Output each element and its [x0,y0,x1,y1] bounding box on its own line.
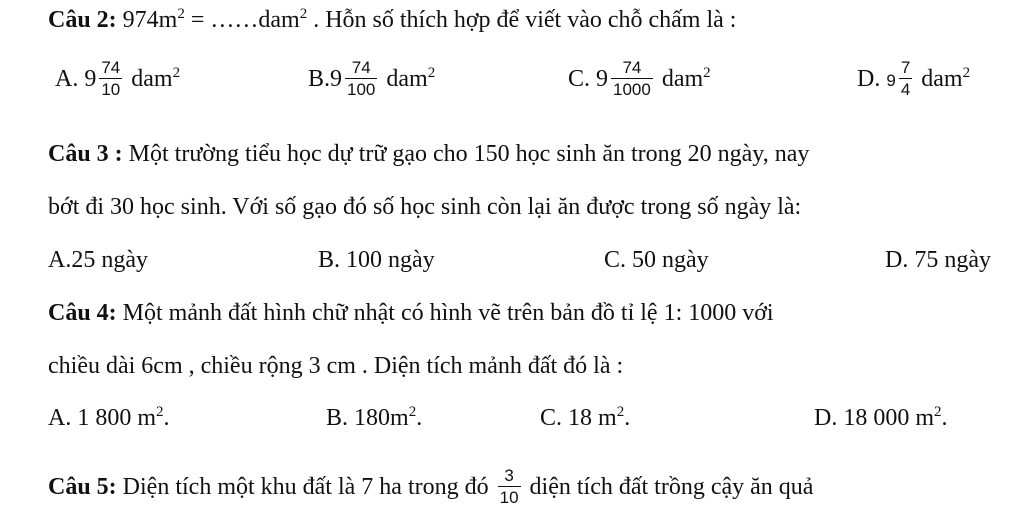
fraction-denominator: 10 [101,80,121,99]
question-4-text-1: Một mảnh đất hình chữ nhật có hình vẽ trên bản đồ tỉ lệ 1: 1000 với [116,300,774,326]
option-prefix: A. 9 [55,66,97,93]
option-text: B. 180m [326,405,409,431]
superscript: 2 [934,404,942,420]
fraction [345,58,377,99]
fraction [498,466,521,507]
fraction-numerator: 7 [900,58,911,77]
superscript: 2 [427,65,436,82]
mixed-number-whole: 9 [886,71,896,91]
superscript: 2 [172,65,181,82]
question-2-text-c: . Hỗn số thích hợp để viết vào chỗ chấm là : [313,7,737,33]
fraction-numerator: 74 [101,58,121,77]
question-3-text-1: Một trường tiểu học dự trữ gạo cho 150 học sinh ăn trong 20 ngày, nay [122,141,810,167]
option-end: . [416,405,423,431]
question-5-text-a: Diện tích một khu đất là 7 ha trong đó [116,474,495,501]
question-2-option-b[interactable] [308,60,435,101]
question-4-option-a[interactable] [48,403,170,433]
question-4-text-2: chiều dài 6cm , chiều rộng 3 cm . Diện tích mảnh đất đó là : [48,353,624,379]
question-3-line-1 [48,139,809,169]
question-3-option-c[interactable]: C. 50 ngày [604,247,709,273]
question-4-option-d[interactable] [814,403,948,433]
option-prefix: C. 9 [568,66,609,93]
fraction-denominator: 100 [347,80,376,99]
question-4-label: Câu 4: [48,300,117,326]
fraction-denominator: 1000 [613,80,651,99]
question-2-text-a: 974m [122,7,178,33]
question-2-text-b: = ……dam [184,7,300,33]
question-2-label: Câu 2: [48,7,117,33]
option-unit: dam [661,66,704,93]
option-unit: dam [131,66,173,93]
superscript: 2 [299,6,308,22]
question-2-option-c[interactable] [568,60,711,101]
question-2-stem [48,5,736,35]
question-3-option-d[interactable]: D. 75 ngày [885,247,991,273]
fraction-denominator: 10 [499,488,519,507]
option-text: D. 18 000 m [814,405,934,431]
question-4-line-2 [48,351,623,381]
question-3-line-2 [48,192,801,222]
fraction-denominator: 4 [900,80,911,99]
option-unit: dam [386,66,428,93]
fraction-numerator: 74 [611,58,653,79]
option-end: . [941,405,948,431]
option-text: C. 18 m [540,405,617,431]
question-3-option-b[interactable]: B. 100 ngày [318,247,435,273]
option-prefix: B.9 [308,66,343,93]
question-2-option-a[interactable] [55,60,180,101]
question-3-label: Câu 3 : [48,141,123,167]
question-4-option-b[interactable] [326,403,422,433]
superscript: 2 [177,6,185,22]
question-2-option-d[interactable] [857,60,970,101]
superscript: 2 [616,404,625,420]
question-3-text-2: bớt đi 30 học sinh. Với số gạo đó số học sinh còn lại ăn được trong số ngày là: [48,194,802,220]
fraction-numerator: 74 [345,58,377,79]
fraction [99,58,122,99]
option-end: . [163,405,170,431]
option-text: A. 1 800 m [48,405,156,431]
fraction-numerator: 3 [498,466,521,487]
question-5-text-b: diện tích đất trồng cậy ăn quả [523,474,814,501]
option-unit: dam [921,66,963,93]
question-5-stem [48,468,813,509]
fraction [899,58,912,99]
option-end: . [624,405,631,431]
superscript: 2 [156,404,164,420]
superscript: 2 [962,65,971,82]
question-4-line-1 [48,298,774,328]
question-5-label: Câu 5: [48,474,117,501]
option-prefix: D. [857,66,887,93]
question-4-option-c[interactable] [540,403,630,433]
superscript: 2 [408,404,417,420]
fraction [611,58,653,99]
superscript: 2 [703,65,711,82]
question-3-option-a[interactable]: A.25 ngày [48,247,148,273]
